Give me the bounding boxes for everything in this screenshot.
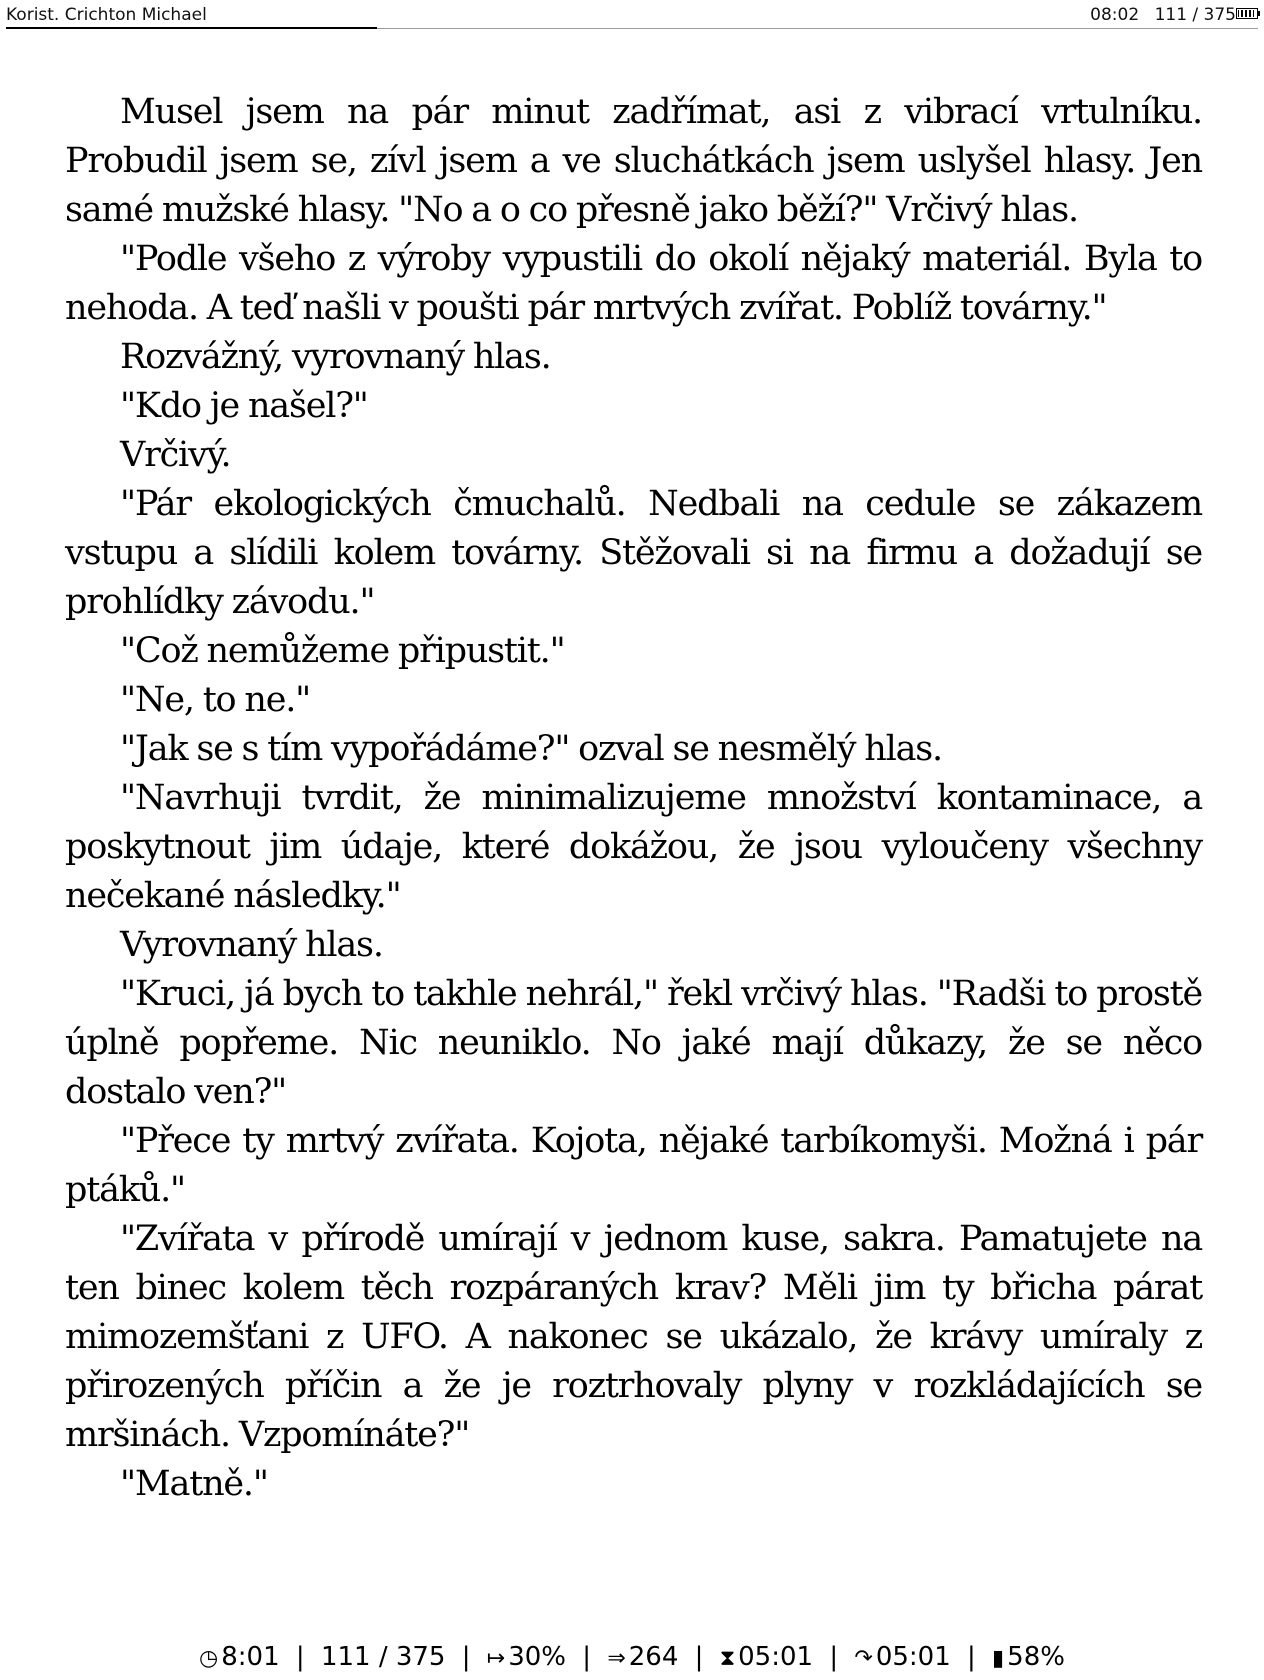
paragraph: "Zvířata v přírodě umírají v jednom kuse, sakra. Pamatujete na ten binec kolem těch rozpáraných krav? Měli jim ty břicha párat mimozemšťani z UFO. A nakonec se ukázalo, že krávy umíraly z přirozených příčin a že je roztrhovaly plyny v rozkládajících se mršinách. Vzpomínáte?" [65,1219,1202,1455]
header-time: 08:02 [1090,5,1140,25]
paragraph: "Přece ty mrtvý zvířata. Kojota, nějaké tarbíkomyši. Možná i pár ptáků." [65,1121,1202,1210]
progress-arrow-icon: ↦ [486,1646,506,1671]
battery-icon: ▮ [992,1646,1005,1671]
footer-separator: | [295,1642,305,1672]
footer-time: ◷ 8:01 [199,1642,280,1672]
paragraph: Vrčivý. [120,435,231,475]
paragraph: Rozvážný, vyrovnaný hlas. [120,337,551,377]
hourglass-icon: ⧗ [719,1646,736,1671]
paragraph: "Kruci, já bych to takhle nehrál," řekl vrčivý hlas. "Radši to prostě úplně popřeme. Nic neuniklo. No jaké mají důkazy, že se něco dostalo ven?" [65,974,1202,1112]
battery-icon [1236,8,1258,19]
footer-page-count: 111 / 375 [320,1642,446,1672]
return-arrow-icon: ↷ [854,1646,873,1671]
paragraph: "Kdo je našel?" [120,386,368,426]
book-title: Korist. Crichton Michael [6,5,207,25]
footer-remaining-pages: ⇒ 264 [607,1642,679,1672]
footer-separator: | [967,1642,976,1672]
double-arrow-icon: ⇒ [607,1646,626,1671]
header-page-count: 111 / 375 [1154,5,1236,25]
footer-separator: | [694,1642,704,1672]
header-status [1080,5,1236,25]
status-header [0,0,1264,30]
footer-chapter-time-left: ⧗ 05:01 [719,1642,814,1672]
paragraph: "Podle všeho z výroby vypustili do okolí nějaký materiál. Byla to nehoda. A teď našli v poušti pár mrtvých zvířat. Poblíž továrny." [65,239,1202,328]
paragraph: "Navrhuji tvrdit, že minimalizujeme množství kontaminace, a poskytnout jim údaje, které dokážou, že jsou vyloučeny všechny nečekané následky." [65,778,1202,916]
paragraph: Vyrovnaný hlas. [120,925,383,965]
book-progress-fill [6,27,377,29]
paragraph: "Což nemůžeme připustit." [120,631,565,671]
footer-separator: | [829,1642,839,1672]
paragraph: Musel jsem na pár minut zadřímat, asi z vibrací vrtulníku. Probudil jsem se, zívl jsem a ve sluchátkách jsem uslyšel hlasy. Jen samé mužské hlasy. "No a o co přesně jako běží?" Vrčivý hlas. [65,92,1202,230]
paragraph: "Pár ekologických čmuchalů. Nedbali na cedule se zákazem vstupu a slídili kolem továrny. Stěžovali si na firmu a dožadují se prohlídky závodu." [65,484,1202,622]
footer-separator: | [461,1642,471,1672]
clock-icon: ◷ [199,1646,219,1671]
status-footer [0,1642,1264,1674]
paragraph: "Jak se s tím vypořádáme?" ozval se nesmělý hlas. [120,729,942,769]
paragraph: "Matně." [120,1464,268,1504]
book-progress-bar [6,28,1258,29]
footer-separator: | [582,1642,592,1672]
page-text[interactable] [65,88,1202,1509]
footer-battery: ▮ 58% [992,1642,1065,1672]
footer-book-time-left: ↷ 05:01 [854,1642,951,1672]
footer-progress: ↦ 30% [486,1642,567,1672]
paragraph: "Ne, to ne." [120,680,311,720]
